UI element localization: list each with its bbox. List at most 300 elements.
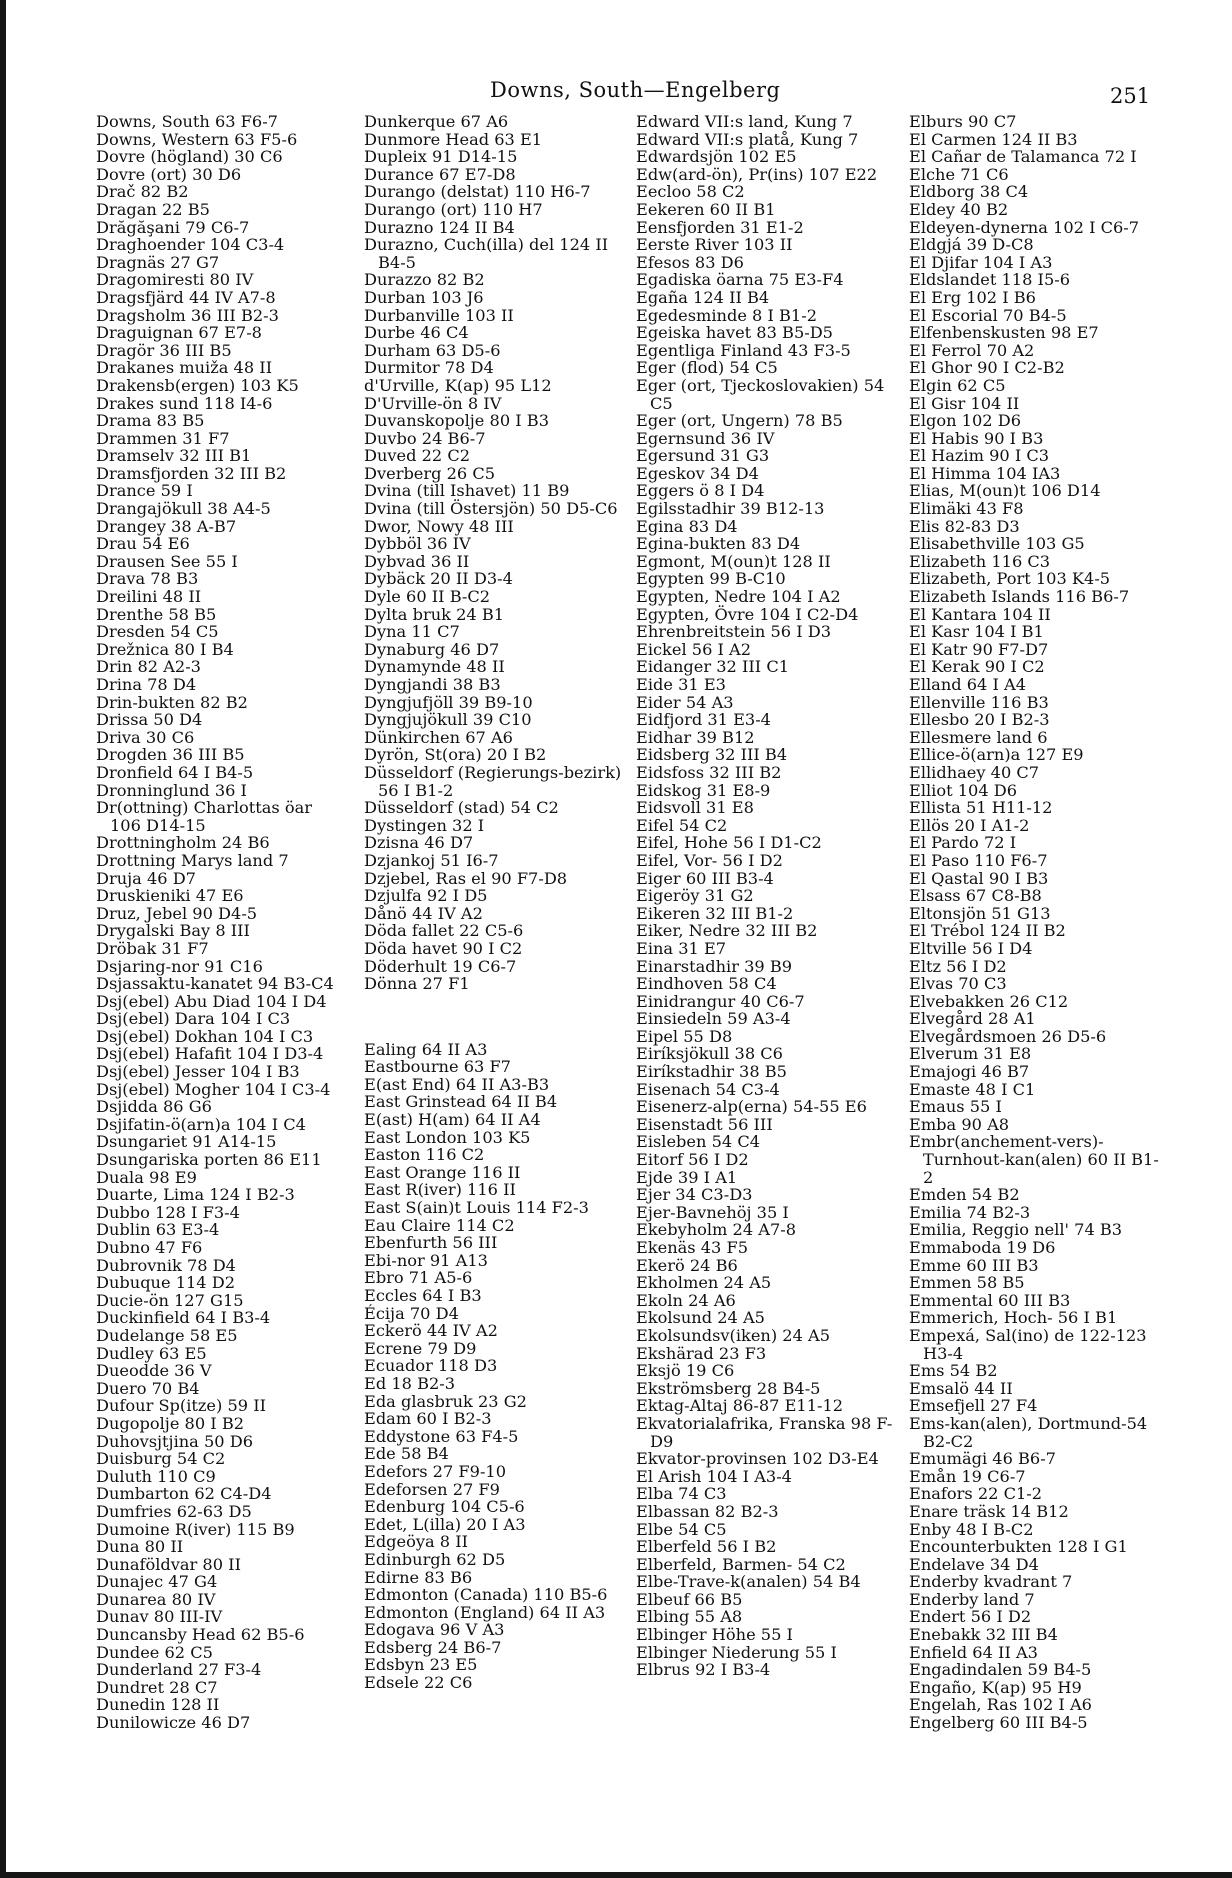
index-entry: Eckerö 44 IV A2	[364, 1321, 498, 1341]
index-entry: Elvas 70 C3	[909, 974, 1007, 994]
index-entry: Dr(ottning) Charlottas öar 106 D14-15	[96, 798, 313, 835]
index-entry: Ejer-Bavnehöj 35 I	[636, 1202, 789, 1222]
index-entry: Durance 67 E7-D8	[364, 164, 516, 184]
index-entry: Dublin 63 E3-4	[96, 1220, 220, 1240]
index-entry: Driva 30 C6	[96, 727, 195, 747]
index-entry: Edw(ard-ön), Pr(ins) 107 E22	[636, 164, 878, 184]
index-entry: Eikeren 32 III B1-2	[636, 903, 794, 923]
index-entry: Elche 71 C6	[909, 164, 1009, 184]
index-entry: Dubrovnik 78 D4	[96, 1255, 236, 1275]
index-entry: Eidskog 31 E8-9	[636, 780, 771, 800]
index-entry: Dudelange 58 E5	[96, 1325, 238, 1345]
index-entry: Eldey 40 B2	[909, 199, 1009, 219]
index-entry: Druz, Jebel 90 D4-5	[96, 903, 258, 923]
index-entry: Écija 70 D4	[364, 1303, 459, 1323]
index-entry: Dynaburg 46 D7	[364, 639, 500, 659]
index-entry: Drač 82 B2	[96, 182, 189, 202]
index-entry: Dybvad 36 II	[364, 551, 470, 571]
index-entry: Eensfjorden 31 E1-2	[636, 217, 804, 237]
index-entry: Dybäck 20 II D3-4	[364, 569, 513, 589]
index-entry: Dunderland 27 F3-4	[96, 1660, 262, 1680]
index-entry: Egina 83 D4	[636, 516, 738, 536]
index-entry: Easton 116 C2	[364, 1145, 485, 1165]
index-entry: El Ghor 90 I C2-B2	[909, 358, 1065, 378]
index-entry: Dvina (till Ishavet) 11 B9	[364, 481, 570, 501]
index-entry: Elfenbenskusten 98 E7	[909, 323, 1099, 343]
index-entry: Dragnäs 27 G7	[96, 252, 220, 272]
index-entry: Dverberg 26 C5	[364, 463, 496, 483]
index-entry: Ehrenbreitstein 56 I D3	[636, 622, 832, 642]
index-entry: Eldslandet 118 I5-6	[909, 270, 1071, 290]
index-entry: Dunajec 47 G4	[96, 1572, 218, 1592]
index-entry: Eekeren 60 II B1	[636, 199, 776, 219]
index-entry: Ellenville 116 B3	[909, 692, 1049, 712]
index-entry: Dubuque 114 D2	[96, 1273, 236, 1293]
index-entry: Dunilowicze 46 D7	[96, 1713, 251, 1733]
index-entry: Elbe 54 C5	[636, 1519, 727, 1539]
index-entry: Eggers ö 8 I D4	[636, 481, 765, 501]
index-entry: East S(ain)t Louis 114 F2-3	[364, 1198, 589, 1218]
index-entry: Eifel 54 C2	[636, 815, 728, 835]
index-entry: Drau 54 E6	[96, 534, 190, 554]
index-entry: Dubno 47 F6	[96, 1238, 203, 1257]
index-entry: Egmont, M(oun)t 128 II	[636, 551, 831, 571]
index-entry: El Kasr 104 I B1	[909, 622, 1044, 642]
index-entry: El Himma 104 IA3	[909, 463, 1061, 483]
scan-border-bottom	[0, 1872, 1232, 1878]
index-entry: Eldborg 38 C4	[909, 182, 1029, 202]
index-entry: Enare träsk 14 B12	[909, 1501, 1069, 1521]
index-entry: Ed 18 B2-3	[364, 1373, 456, 1393]
index-entry: Efesos 83 D6	[636, 252, 744, 272]
index-entry: Emilia, Reggio nell' 74 B3	[909, 1220, 1123, 1240]
index-entry: Emån 19 C6-7	[909, 1466, 1026, 1486]
index-entry: Drin 82 A2-3	[96, 657, 201, 677]
index-entry: Dragan 22 B5	[96, 199, 210, 219]
index-entry: Eickel 56 I A2	[636, 639, 752, 659]
index-entry: Ekenäs 43 F5	[636, 1238, 749, 1257]
page-header	[0, 78, 1232, 108]
index-entry: Drottningholm 24 B6	[96, 833, 270, 853]
index-entry: Dwor, Nowy 48 III	[364, 516, 514, 536]
index-entry: Duvanskopolje 80 I B3	[364, 411, 549, 431]
index-entry: Ejde 39 I A1	[636, 1167, 738, 1187]
index-entry: Eina 31 E7	[636, 938, 727, 958]
index-entry: Eiríksjökull 38 C6	[636, 1044, 783, 1064]
index-entry: Ekvatorialafrika, Franska 98 F-D9	[636, 1413, 893, 1451]
index-entry: El Qastal 90 I B3	[909, 868, 1049, 888]
index-entry: Embr(anchement-vers)-Turnhout-kan(alen) 60 II B1-2	[909, 1132, 1159, 1187]
index-entry: Emmen 58 B5	[909, 1273, 1025, 1293]
index-entry: Dsjassaktu-kanatet 94 B3-C4	[96, 974, 334, 994]
index-entry: Eiríkstadhir 38 B5	[636, 1062, 787, 1082]
index-entry: Edsberg 24 B6-7	[364, 1637, 502, 1657]
index-entry: Eerste River 103 II	[636, 235, 793, 255]
index-entry: Egentliga Finland 43 F3-5	[636, 340, 851, 360]
index-entry: Drissa 50 D4	[96, 710, 203, 730]
index-entry: Elberfeld 56 I B2	[636, 1537, 777, 1557]
index-entry: Egadiska öarna 75 E3-F4	[636, 270, 844, 290]
index-entry: Ekshärad 23 F3	[636, 1343, 767, 1363]
index-entry: Engadindalen 59 B4-5	[909, 1660, 1092, 1680]
index-entry: Durban 103 J6	[364, 287, 484, 307]
running-head: Downs, South—Engelberg	[490, 78, 781, 102]
index-entry: Eisenerz-alp(erna) 54-55 E6	[636, 1097, 867, 1117]
index-entry: Dundret 28 C7	[96, 1677, 218, 1697]
index-entry: Drin-bukten 82 B2	[96, 692, 248, 712]
index-entry: Enfield 64 II A3	[909, 1642, 1038, 1662]
index-entry: Dupleix 91 D14-15	[364, 147, 518, 167]
index-entry: Drakanes muiža 48 II	[96, 358, 273, 378]
index-entry: Dyngjandi 38 B3	[364, 675, 501, 694]
index-entry: Drama 83 B5	[96, 411, 205, 431]
index-entry: Dragör 36 III B5	[96, 340, 232, 360]
index-entry: Elberfeld, Barmen- 54 C2	[636, 1554, 846, 1574]
index-entry: Eitorf 56 I D2	[636, 1150, 749, 1170]
index-entry: Elbing 55 A8	[636, 1607, 743, 1627]
index-entry: Edmonton (Canada) 110 B5-6	[364, 1585, 608, 1605]
index-entry: Egeskov 34 D4	[636, 463, 759, 483]
index-entry: Dystingen 32 I	[364, 815, 485, 835]
index-entry: Ealing 64 II A3	[364, 1039, 488, 1059]
index-entry: Dunaföldvar 80 II	[96, 1554, 241, 1574]
index-entry: Ede 58 B4	[364, 1444, 449, 1464]
index-entry: Edgeöya 8 II	[364, 1532, 469, 1552]
index-entry: Dsj(ebel) Mogher 104 I C3-4	[96, 1079, 331, 1099]
index-entry: Dragsfjärd 44 IV A7-8	[96, 287, 276, 307]
index-entry: East R(iver) 116 II	[364, 1180, 516, 1200]
index-entry: Ejer 34 C3-D3	[636, 1185, 753, 1205]
index-entry: Eidfjord 31 E3-4	[636, 710, 771, 730]
index-entry: Edsele 22 C6	[364, 1673, 473, 1693]
index-entry: Eifel, Vor- 56 I D2	[636, 850, 783, 870]
index-entry: Empexá, Sal(ino) de 122-123 H3-4	[909, 1325, 1147, 1363]
index-entry: Edwardsjön 102 E5	[636, 147, 797, 167]
index-entry: Ems-kan(alen), Dortmund-54 B2-C2	[909, 1413, 1148, 1451]
index-entry: Edeforsen 27 F9	[364, 1479, 500, 1499]
index-entry: Enderby land 7	[909, 1589, 1035, 1609]
index-entry: Duckinfield 64 I B3-4	[96, 1308, 271, 1328]
index-entry: Elburs 90 C7	[909, 112, 1017, 131]
index-entry: Elba 74 C3	[636, 1484, 727, 1504]
index-entry: Drăgăşani 79 C6-7	[96, 217, 250, 237]
index-entry: East Orange 116 II	[364, 1162, 521, 1182]
index-entry: Eider 54 A3	[636, 692, 734, 712]
index-entry: Edet, L(illa) 20 I A3	[364, 1514, 526, 1534]
index-entry: Dsj(ebel) Dokhan 104 I C3	[96, 1026, 314, 1046]
index-entry: Eger (ort, Tjeckoslovakien) 54 C5	[636, 375, 885, 413]
index-column-3	[636, 113, 904, 1679]
index-entry: E(ast) H(am) 64 II A4	[364, 1110, 541, 1130]
index-entry: Dsjaring-nor 91 C16	[96, 956, 263, 976]
index-entry: Dunav 80 III-IV	[96, 1607, 223, 1627]
index-entry: Eidhar 39 B12	[636, 727, 755, 747]
index-entry: Ebro 71 A5-6	[364, 1268, 473, 1288]
index-entry: Emmerich, Hoch- 56 I B1	[909, 1308, 1118, 1328]
index-entry: Egedesminde 8 I B1-2	[636, 305, 817, 325]
index-entry: Dsj(ebel) Abu Diad 104 I D4	[96, 991, 327, 1011]
index-entry: Dröbak 31 F7	[96, 938, 209, 958]
index-entry: Elbrus 92 I B3-4	[636, 1660, 771, 1680]
index-entry: Elis 82-83 D3	[909, 516, 1020, 536]
index-entry: Emmental 60 III B3	[909, 1290, 1071, 1310]
index-entry: Emsalö 44 II	[909, 1378, 1013, 1398]
index-entry: Dugopolje 80 I B2	[96, 1413, 245, 1433]
index-entry: Eda glasbruk 23 G2	[364, 1391, 527, 1411]
index-entry: Ekholmen 24 A5	[636, 1273, 772, 1293]
index-entry: Dronninglund 36 I	[96, 780, 247, 800]
index-entry: Egeiska havet 83 B5-D5	[636, 323, 833, 343]
index-entry: East London 103 K5	[364, 1127, 531, 1147]
index-entry: Eau Claire 114 C2	[364, 1215, 515, 1235]
index-entry: Duero 70 B4	[96, 1378, 200, 1398]
index-entry: Edward VII:s land, Kung 7	[636, 112, 853, 131]
index-entry: Emaus 55 I	[909, 1097, 1002, 1117]
index-entry: Ekolsundsv(iken) 24 A5	[636, 1325, 831, 1345]
index-entry: Drina 78 D4	[96, 675, 197, 694]
index-entry: Emaste 48 I C1	[909, 1079, 1036, 1099]
index-entry: Emilia 74 B2-3	[909, 1202, 1031, 1222]
index-entry: Ellös 20 I A1-2	[909, 815, 1030, 835]
index-entry: Dovre (högland) 30 C6	[96, 147, 283, 167]
index-entry: Druskieniki 47 E6	[96, 886, 244, 906]
index-entry: Eigeröy 31 G2	[636, 886, 754, 906]
index-entry: Dunkerque 67 A6	[364, 112, 509, 131]
index-entry: Encounterbukten 128 I G1	[909, 1537, 1128, 1557]
index-entry: Enby 48 I B-C2	[909, 1519, 1034, 1539]
page-number: 251	[1110, 84, 1151, 108]
index-entry: Dumbarton 62 C4-D4	[96, 1484, 272, 1504]
index-entry: Ellice-ö(arn)a 127 E9	[909, 745, 1084, 765]
index-entry: Eltz 56 I D2	[909, 956, 1007, 976]
index-entry: Elverum 31 E8	[909, 1044, 1032, 1064]
index-entry: Ektag-Altaj 86-87 E11-12	[636, 1396, 844, 1416]
index-entry: Ebenfurth 56 III	[364, 1233, 498, 1253]
index-entry: E(ast End) 64 II A3-B3	[364, 1074, 550, 1094]
index-entry: Eindhoven 58 C4	[636, 974, 777, 994]
index-entry: Ekströmsberg 28 B4-5	[636, 1378, 821, 1398]
index-entry: Ekoln 24 A6	[636, 1290, 736, 1310]
index-entry: Dzjebel, Ras el 90 F7-D8	[364, 868, 568, 888]
index-entry: Emba 90 A8	[909, 1114, 1010, 1134]
index-entry: East Grinstead 64 II B4	[364, 1092, 558, 1112]
index-entry: Elliot 104 D6	[909, 780, 1018, 800]
index-entry: Dånö 44 IV A2	[364, 903, 483, 923]
index-entry: Eastbourne 63 F7	[364, 1057, 511, 1077]
index-entry: Ellista 51 H11-12	[909, 798, 1053, 818]
index-entry: Dumfries 62-63 D5	[96, 1501, 252, 1521]
index-entry: Dünkirchen 67 A6	[364, 727, 513, 747]
index-entry: Eisleben 54 C4	[636, 1132, 760, 1152]
index-entry: Eddystone 63 F4-5	[364, 1426, 519, 1446]
index-entry: Duhovsjtjina 50 D6	[96, 1431, 253, 1451]
index-entry: Düsseldorf (Regierungs-bezirk) 56 I B1-2	[364, 762, 622, 800]
index-entry: El Habis 90 I B3	[909, 428, 1044, 448]
index-entry: Egina-bukten 83 D4	[636, 534, 801, 554]
index-entry: Eccles 64 I B3	[364, 1286, 482, 1305]
index-entry: Elsass 67 C8-B8	[909, 886, 1042, 906]
index-entry: Drogden 36 III B5	[96, 745, 245, 765]
index-entry: Dunedin 128 II	[96, 1695, 220, 1715]
index-entry: Ebi-nor 91 A13	[364, 1250, 488, 1270]
index-entry: Eisenstadt 56 III	[636, 1114, 773, 1134]
index-entry: Durham 63 D5-6	[364, 340, 501, 360]
index-entry: Dramsfjorden 32 III B2	[96, 463, 287, 483]
index-entry: El Kerak 90 I C2	[909, 657, 1045, 677]
index-entry: Edirne 83 B6	[364, 1567, 473, 1587]
index-entry: Druja 46 D7	[96, 868, 196, 888]
index-entry: Eiker, Nedre 32 III B2	[636, 921, 818, 941]
index-entry: Duarte, Lima 124 I B2-3	[96, 1185, 295, 1205]
index-entry: Emmaboda 19 D6	[909, 1238, 1056, 1257]
index-entry: Dragsholm 36 III B2-3	[96, 305, 279, 325]
index-entry: Döda fallet 22 C5-6	[364, 921, 524, 941]
index-entry: d'Urville, K(ap) 95 L12	[364, 375, 552, 395]
index-entry: Downs, South 63 F6-7	[96, 112, 278, 131]
index-entry: Dovre (ort) 30 D6	[96, 164, 242, 184]
index-entry: Ellesmere land 6	[909, 727, 1048, 747]
index-entry: Drangajökull 38 A4-5	[96, 499, 271, 519]
index-entry: Endelave 34 D4	[909, 1554, 1039, 1574]
index-entry: Duvbo 24 B6-7	[364, 428, 486, 448]
index-entry: Düsseldorf (stad) 54 C2	[364, 798, 559, 818]
index-entry: Dsj(ebel) Jesser 104 I B3	[96, 1062, 300, 1082]
index-entry: Elimäki 43 F8	[909, 499, 1024, 519]
index-entry: Drakensb(ergen) 103 K5	[96, 375, 299, 395]
index-entry: Elgin 62 C5	[909, 375, 1006, 395]
index-entry: Eidsberg 32 III B4	[636, 745, 788, 765]
index-entry: Ekolsund 24 A5	[636, 1308, 765, 1328]
index-entry: El Kantara 104 II	[909, 604, 1051, 624]
index-entry: Egernsund 36 IV	[636, 428, 775, 448]
index-entry: Edward VII:s platå, Kung 7	[636, 129, 859, 149]
index-entry: Eidanger 32 III C1	[636, 657, 790, 677]
index-entry: Drenthe 58 B5	[96, 604, 217, 624]
index-entry: Elbe-Trave-k(analen) 54 B4	[636, 1572, 861, 1592]
index-entry: Engaño, K(ap) 95 H9	[909, 1677, 1082, 1697]
index-entry: El Erg 102 I B6	[909, 287, 1036, 307]
index-entry: Duala 98 E9	[96, 1167, 197, 1187]
index-entry: Dragomiresti 80 IV	[96, 270, 254, 290]
index-entry: Eltville 56 I D4	[909, 938, 1033, 958]
index-entry: Dzjulfa 92 I D5	[364, 886, 488, 906]
index-entry: Drava 78 B3	[96, 569, 199, 589]
index-entry: Engelberg 60 III B4-5	[909, 1713, 1088, 1733]
index-entry: Eidsvoll 31 E8	[636, 798, 754, 818]
index-entry: Duncansby Head 62 B5-6	[96, 1625, 305, 1645]
index-entry: Drygalski Bay 8 III	[96, 921, 250, 941]
index-entry: Dunarea 80 IV	[96, 1589, 216, 1609]
index-entry: El Katr 90 F7-D7	[909, 639, 1049, 659]
index-entry: Eifel, Hohe 56 I D1-C2	[636, 833, 822, 853]
index-entry: Eiger 60 III B3-4	[636, 868, 774, 888]
index-entry: Drausen See 55 I	[96, 551, 238, 571]
index-entry: Durango (delstat) 110 H6-7	[364, 182, 591, 202]
index-entry: Enafors 22 C1-2	[909, 1484, 1043, 1504]
index-entry: Dsjidda 86 G6	[96, 1097, 212, 1117]
index-entry: Durbanville 103 II	[364, 305, 514, 325]
index-entry: Emme 60 III B3	[909, 1255, 1039, 1275]
index-column-2	[364, 113, 622, 1692]
index-entry: Eecloo 58 C2	[636, 182, 745, 202]
index-entry: Dynamynde 48 II	[364, 657, 505, 677]
index-entry: Elgon 102 D6	[909, 411, 1021, 431]
index-entry: Duna 80 II	[96, 1537, 184, 1557]
index-entry: Drammen 31 F7	[96, 428, 230, 448]
index-entry: D'Urville-ön 8 IV	[364, 393, 502, 413]
index-entry: Döderhult 19 C6-7	[364, 956, 517, 976]
index-entry: Eltonsjön 51 G13	[909, 903, 1051, 923]
index-column-4	[909, 113, 1159, 1732]
index-entry: Edinburgh 62 D5	[364, 1549, 506, 1569]
index-entry: El Hazim 90 I C3	[909, 446, 1050, 466]
index-entry: Edogava 96 V A3	[364, 1620, 505, 1640]
index-entry: Emumägi 46 B6-7	[909, 1449, 1056, 1469]
index-entry: Dyrön, St(ora) 20 I B2	[364, 745, 547, 765]
index-entry: Ellesbo 20 I B2-3	[909, 710, 1050, 730]
index-column-1	[96, 113, 346, 1732]
index-entry: Elbinger Niederung 55 I	[636, 1642, 837, 1662]
index-entry: Drangey 38 A-B7	[96, 516, 237, 536]
index-entry: Dyngjujökull 39 C10	[364, 710, 532, 730]
index-entry: Edmonton (England) 64 II A3	[364, 1602, 606, 1622]
index-entry: Dundee 62 C5	[96, 1642, 213, 1662]
index-entry: El Carmen 124 II B3	[909, 129, 1078, 149]
index-entry: Dyle 60 II B-C2	[364, 587, 491, 607]
index-entry: El Cañar de Talamanca 72 I	[909, 147, 1137, 167]
index-entry: Durbe 46 C4	[364, 323, 469, 343]
index-entry: Elbassan 82 B2-3	[636, 1501, 779, 1521]
index-entry: Engelah, Ras 102 I A6	[909, 1695, 1092, 1715]
index-entry: Edsbyn 23 E5	[364, 1655, 478, 1675]
index-entry: Eide 31 E3	[636, 675, 726, 694]
index-entry: Egersund 31 G3	[636, 446, 770, 466]
index-entry: Dudley 63 E5	[96, 1343, 207, 1363]
index-entry: Dubbo 128 I F3-4	[96, 1202, 240, 1222]
index-entry: Drežnica 80 I B4	[96, 639, 234, 659]
index-entry: Eidsfoss 32 III B2	[636, 762, 782, 782]
index-entry: Duisburg 54 C2	[96, 1449, 226, 1469]
index-entry: Dzjankoj 51 I6-7	[364, 850, 499, 870]
index-entry: Ekerö 24 B6	[636, 1255, 738, 1275]
index-entry: El Ferrol 70 A2	[909, 340, 1035, 360]
index-entry: Edefors 27 F9-10	[364, 1461, 507, 1481]
index-entry: Egypten 99 B-C10	[636, 569, 786, 589]
index-entry: Ekebyholm 24 A7-8	[636, 1220, 797, 1240]
index-entry: Dreilini 48 II	[96, 587, 202, 607]
index-entry: El Djifar 104 I A3	[909, 252, 1053, 272]
index-entry: Eldgjá 39 D-C8	[909, 235, 1034, 255]
index-entry: Dsj(ebel) Hafafit 104 I D3-4	[96, 1044, 324, 1064]
index-entry: Dsungariska porten 86 E11	[96, 1150, 322, 1170]
index-entry: Eisenach 54 C3-4	[636, 1079, 780, 1099]
index-entry: Emajogi 46 B7	[909, 1062, 1030, 1082]
index-entry: El Arish 104 I A3-4	[636, 1466, 792, 1486]
index-entry: Dvina (till Östersjön) 50 D5-C6	[364, 499, 618, 519]
index-entry: Durango (ort) 110 H7	[364, 199, 543, 219]
index-entry: Ekvator-provinsen 102 D3-E4	[636, 1449, 879, 1469]
index-entry: Dyna 11 C7	[364, 622, 460, 642]
index-entry: Edenburg 104 C5-6	[364, 1497, 525, 1517]
index-entry: Eksjö 19 C6	[636, 1361, 735, 1381]
index-entry: Elisabethville 103 G5	[909, 534, 1085, 554]
index-entry: Dsungariet 91 A14-15	[96, 1132, 277, 1152]
index-entry: Dramselv 32 III B1	[96, 446, 252, 466]
index-entry: Dsj(ebel) Dara 104 I C3	[96, 1009, 291, 1029]
index-entry: Ems 54 B2	[909, 1361, 998, 1381]
index-entry: Dunmore Head 63 E1	[364, 129, 543, 149]
index-entry: Einidrangur 40 C6-7	[636, 991, 805, 1011]
